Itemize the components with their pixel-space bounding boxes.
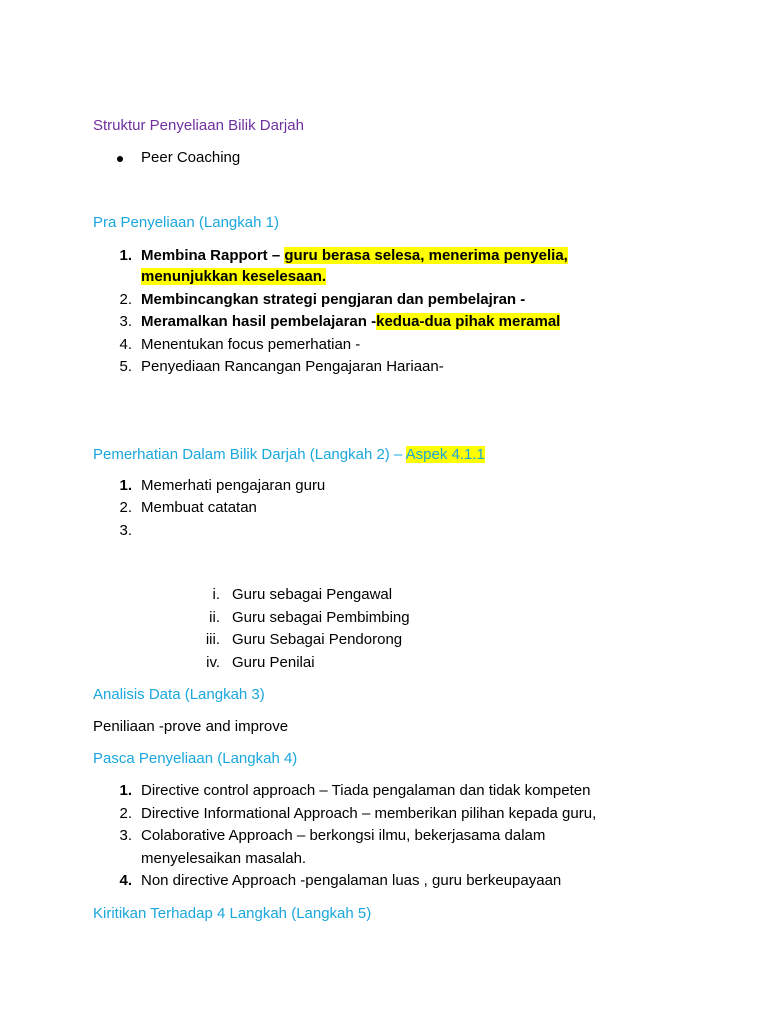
document-heading: Struktur Penyeliaan Bilik Darjah [93,117,304,134]
highlighted-text: Aspek 4.1.1 [405,446,485,463]
list-number: 4. [119,872,132,889]
section-heading-pasca-penyeliaan: Pasca Penyeliaan (Langkah 4) [93,750,298,767]
list-item: Membuat catatan [141,499,257,516]
list-number: 1. [119,247,132,264]
highlighted-text: guru berasa selesa, menerima penyelia, [284,247,568,264]
list-number: 3. [119,522,132,539]
paragraph-text: Peniliaan -prove and improve [93,718,289,735]
section-heading-pemerhatian [93,445,485,465]
sublist-item: Guru Penilai [232,654,315,671]
sublist-item: Guru Sebagai Pendorong [232,631,403,648]
list-number: 2. [119,499,132,516]
bullet-dot [117,156,123,162]
list-number: 2. [119,805,132,822]
list-item [141,246,568,266]
list-number: 2. [119,291,132,308]
list-number: 1. [119,782,132,799]
sublist-item: Guru sebagai Pengawal [232,586,393,603]
highlighted-text: kedua-dua pihak meramal [376,313,561,330]
list-number: 3. [119,313,132,330]
list-item: Colaborative Approach – berkongsi ilmu, bekerjasama dalam [141,827,546,844]
list-item-text: Meramalkan hasil pembelajaran - [141,313,377,330]
list-item: Memerhati pengajaran guru [141,477,326,494]
sublist-item: Guru sebagai Pembimbing [232,609,410,626]
sublist-number: i. [212,586,220,603]
list-number: 4. [119,336,132,353]
sublist-number: iii. [205,631,220,648]
list-item-text: Membina Rapport – [141,247,285,264]
list-item [141,312,560,332]
list-item: Membincangkan strategi pengjaran dan pembelajran - [141,291,526,308]
list-item-continuation [141,267,326,287]
list-item: Penyediaan Rancangan Pengajaran Hariaan- [141,358,444,375]
sublist-number: iv. [206,654,220,671]
section-heading-pra-penyeliaan: Pra Penyeliaan (Langkah 1) [93,214,279,231]
list-number: 1. [119,477,132,494]
list-item: Non directive Approach -pengalaman luas , guru berkeupayaan [141,872,562,889]
section-heading-kiritikan: Kiritikan Terhadap 4 Langkah (Langkah 5) [93,905,372,922]
bullet-item: Peer Coaching [141,149,241,166]
section-heading-text: Pemerhatian Dalam Bilik Darjah (Langkah 2) – [93,446,406,463]
list-item: Directive Informational Approach – memberikan pilihan kepada guru, [141,805,597,822]
list-number: 3. [119,827,132,844]
list-number: 5. [119,358,132,375]
highlighted-text: menunjukkan keselesaan. [141,268,327,285]
list-item: Menentukan focus pemerhatian - [141,336,361,353]
sublist-number: ii. [209,609,220,626]
section-heading-analisis-data: Analisis Data (Langkah 3) [93,686,265,703]
list-item-continuation: menyelesaikan masalah. [141,850,307,867]
list-item: Directive control approach – Tiada pengalaman dan tidak kompeten [141,782,591,799]
